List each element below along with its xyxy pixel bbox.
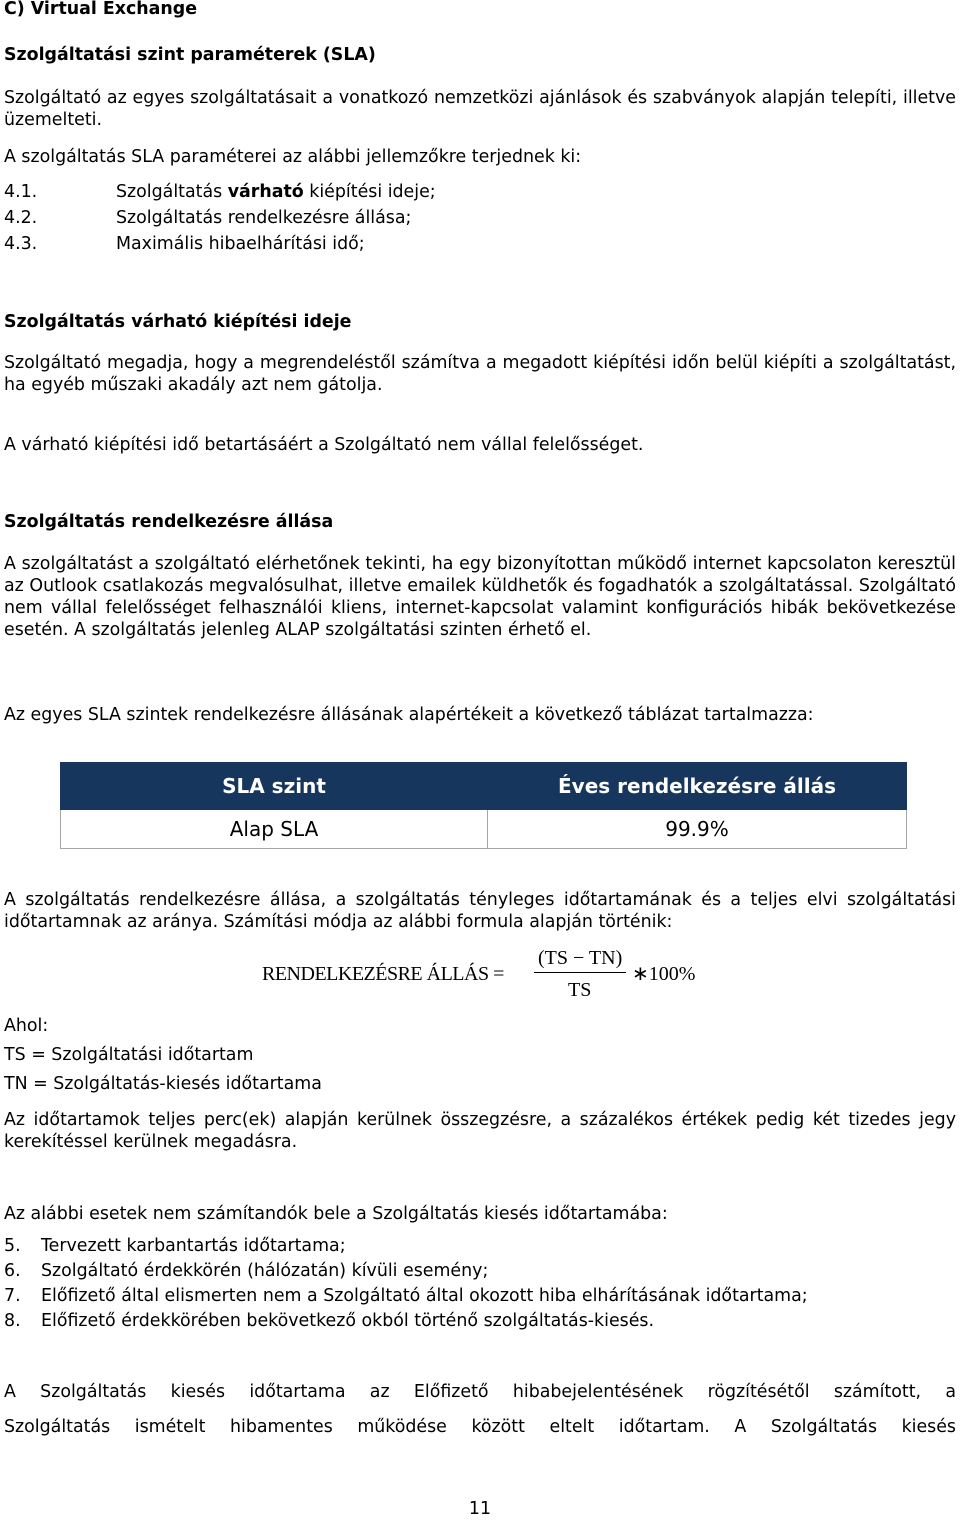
exclusion-item <box>4 1235 346 1257</box>
section-title: C) Virtual Exchange <box>4 0 198 19</box>
expected-time-paragraph: Szolgáltató megadja, hogy a megrendeléstől számítva a megadott kiépítési időn belül kiépíti a szolgáltatást, ha egyéb műszaki akadály azt nem gátolja. <box>4 353 956 395</box>
sla-param-item <box>4 233 365 255</box>
formula-intro: A szolgáltatás rendelkezésre állása, a szolgáltatás tényleges időtartamának és a teljes elvi szolgáltatási időtartamnak az aránya. Számítási módja az alábbi formula alapján történik: <box>4 890 956 932</box>
sla-param-item <box>4 207 411 229</box>
sla-param-text: Maximális hibaelhárítási idő; <box>116 234 365 254</box>
outage-line-2: Szolgáltatás ismételt hibamentes működése között eltelt időtartam. A Szolgáltatás kiesés <box>4 1417 956 1437</box>
sla-param-number: 4.3. <box>4 234 38 254</box>
sla-param-number: 4.2. <box>4 208 38 228</box>
expected-time-heading: Szolgáltatás várható kiépítési ideje <box>4 312 352 332</box>
sla-param-text: Szolgáltatás rendelkezésre állása; <box>116 208 412 228</box>
exclusion-number: 8. <box>4 1311 21 1331</box>
fraction-bar <box>534 972 626 973</box>
table-row <box>61 810 907 849</box>
page-number: 11 <box>468 1499 492 1519</box>
availability-heading: Szolgáltatás rendelkezésre állása <box>4 512 334 532</box>
exclusion-text: Előfizető érdekkörében bekövetkező okból történő szolgáltatás-kiesés. <box>41 1311 655 1331</box>
formula-lhs: RENDELKEZÉSRE ÁLLÁS = <box>262 963 504 985</box>
availability-paragraph: A szolgáltatást a szolgáltató elérhetőnek tekinti, ha egy bizonyítottan működő internet kapcsolaton keresztül az Outlook csatlakozás megvalósulhat, illetve emailek küldhetők és fogadhatók a szolgáltatással. Szolgáltató nem vállal felelősséget felhasználói kliens, internet-kapcsolat valamint konfigurációs hibák bekövetkezése esetén. A szolgáltatás jelenleg ALAP szolgáltatási szinten érhető el. <box>4 554 956 640</box>
exclusions-intro: Az alábbi esetek nem számítandók bele a Szolgáltatás kiesés időtartamába: <box>4 1204 668 1224</box>
formula-denominator: TS <box>568 979 592 1001</box>
table-header-row <box>61 763 907 810</box>
expected-time-disclaimer: A várható kiépítési idő betartásáért a Szolgáltató nem vállal felelősséget. <box>4 435 644 455</box>
exclusion-text: Tervezett karbantartás időtartama; <box>41 1236 346 1256</box>
availability-formula <box>262 945 722 1005</box>
exclusion-item <box>4 1260 488 1282</box>
sla-table <box>60 762 907 849</box>
ts-definition: TS = Szolgáltatási időtartam <box>4 1045 254 1065</box>
exclusion-text: Szolgáltató érdekkörén (hálózatán) kívüli esemény; <box>41 1261 489 1281</box>
sla-param-item <box>4 181 436 203</box>
exclusion-text: Előfizető által elismerten nem a Szolgáltató által okozott hiba elhárításának időtartama; <box>41 1286 808 1306</box>
rounding-paragraph: Az időtartamok teljes perc(ek) alapján kerülnek összegzésre, a százalékos értékek pedig két tizedes jegy kerekítéssel kerülnek megadásra. <box>4 1110 956 1152</box>
table-header-cell: Éves rendelkezésre állás <box>488 763 907 810</box>
exclusion-item <box>4 1310 654 1332</box>
formula-rhs: ∗100% <box>632 963 696 985</box>
where-label: Ahol: <box>4 1016 49 1036</box>
table-header-cell: SLA szint <box>61 763 488 810</box>
sla-param-text: Szolgáltatás <box>116 182 228 202</box>
sla-param-bold: várható <box>227 182 304 202</box>
sla-param-number: 4.1. <box>4 182 38 202</box>
table-intro: Az egyes SLA szintek rendelkezésre állásának alapértékeit a következő táblázat tartalmazza: <box>4 705 814 725</box>
exclusion-item <box>4 1285 808 1307</box>
formula-numerator: (TS − TN) <box>538 947 623 969</box>
intro-paragraph: Szolgáltató az egyes szolgáltatásait a vonatkozó nemzetközi ajánlások és szabványok alapján telepíti, illetve üzemelteti. <box>4 88 956 130</box>
intro-line-2: A szolgáltatás SLA paraméterei az alábbi jellemzőkre terjednek ki: <box>4 147 582 167</box>
outage-line-1: A Szolgáltatás kiesés időtartama az Előfizető hibabejelentésének rögzítésétől számított, a <box>4 1382 956 1402</box>
exclusion-number: 6. <box>4 1261 21 1281</box>
sla-param-text-tail: kiépítési ideje; <box>303 182 436 202</box>
table-cell: 99.9% <box>488 810 907 849</box>
sla-heading: Szolgáltatási szint paraméterek (SLA) <box>4 45 376 65</box>
table-cell: Alap SLA <box>61 810 488 849</box>
tn-definition: TN = Szolgáltatás-kiesés időtartama <box>4 1074 322 1094</box>
exclusion-number: 5. <box>4 1236 21 1256</box>
exclusion-number: 7. <box>4 1286 21 1306</box>
